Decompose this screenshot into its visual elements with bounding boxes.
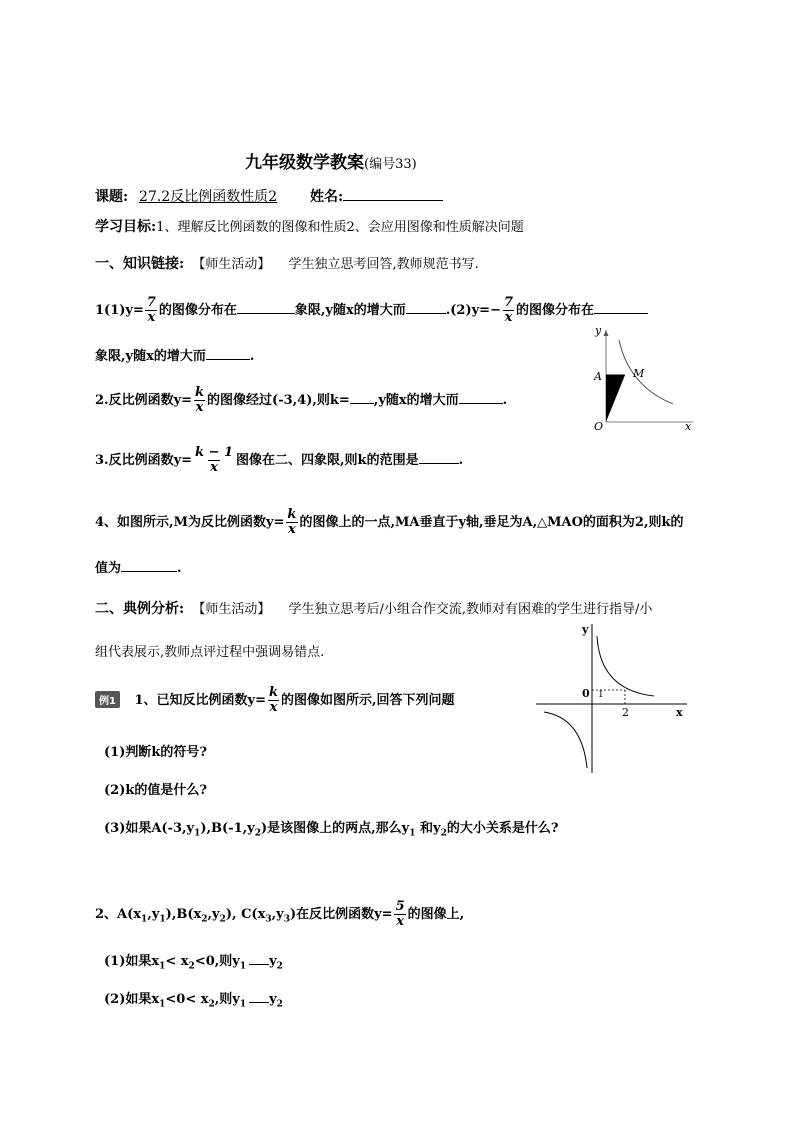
q1-text3: .(2)y=− (445, 303, 501, 318)
q1-text6: . (249, 349, 255, 364)
topic-line (95, 186, 443, 206)
ex1-prefix: 1、已知反比例函数y= (134, 693, 266, 708)
ex2-s2-sub2: 2 (208, 999, 215, 1010)
section2-label: 二、典例分析: (95, 601, 185, 617)
q1-num2: 7 (503, 295, 514, 310)
ex1-s3-d: 和y (415, 821, 441, 836)
fig1-x-label: x (685, 420, 692, 433)
ex2-sub2a: 2 (201, 914, 208, 925)
ex2-s2-sub2b: 2 (276, 999, 283, 1010)
ex1-fraction (267, 686, 280, 715)
q2-den: x (195, 400, 204, 415)
q1-text4: 的图像分布在 (516, 303, 595, 318)
example-1-header (95, 686, 455, 715)
fig1-o-label: O (594, 420, 604, 433)
fig2-x-label: x (676, 706, 683, 719)
q2-num: k (195, 385, 205, 400)
fig1-y-label: y (595, 324, 602, 337)
ex2-sub2b: 2 (219, 914, 226, 925)
q2-text3: . (502, 393, 508, 408)
question-2 (95, 386, 507, 415)
ex2-sub1b: 1 (159, 914, 166, 925)
section1-header (95, 253, 479, 273)
ex1-s3-b: ),B(-1,y (200, 821, 255, 836)
ex1-subquestion-3 (104, 817, 558, 839)
ex2-s1-sub1b: 1 (239, 961, 247, 972)
ex2-s1-a: (1)如果x (104, 954, 160, 969)
q1-den2: x (504, 310, 513, 325)
topic-label: 课题: (95, 189, 129, 205)
fig2-zero-label: 0 (582, 687, 590, 700)
ex2-h: 的图像上, (407, 907, 465, 922)
question-1-line1 (95, 296, 648, 325)
ex1-subquestion-2: (2)k的值是什么? (104, 783, 207, 798)
title-number: (编号33) (364, 157, 417, 172)
q4-text1: 的图像上的一点,MA垂直于y轴,垂足为A,△MAO的面积为2,则k的 (299, 515, 684, 530)
ex2-subquestion-1: (1)如果$x_1< x_2<0$,则$y_1$ $y_2$ (104, 954, 283, 972)
ex2-a: 2、A(x (95, 907, 142, 922)
q1-prefix: 1(1)y= (95, 303, 144, 318)
ex2-s1-blank[interactable] (249, 952, 269, 965)
section1-activity: 【师生活动】 (192, 257, 271, 272)
name-label: 姓名: (310, 189, 344, 205)
q1-blank1[interactable] (237, 301, 295, 314)
ex1-s3-a: (3)如果A(-3,y (104, 821, 195, 836)
q1-blank4[interactable] (206, 347, 250, 360)
q2-text2: ,y随x的增大而 (373, 393, 459, 408)
goal-label: 学习目标: (95, 219, 157, 235)
ex2-subquestion-2: (2)如果$x_1<0< x_2$,则$y_1$ $y_2$ (104, 992, 283, 1010)
ex2-e: ), C(x (225, 907, 266, 922)
ex2-sub3a: 3 (265, 914, 272, 925)
name-blank[interactable] (343, 188, 443, 201)
q2-text1: 的图像经过(-3,4),则k= (207, 393, 350, 408)
q1-blank2[interactable] (406, 301, 446, 314)
ex1-sub-2a: 2 (254, 828, 261, 839)
section2-desc-line2 (95, 641, 324, 660)
topic-value: 27.2反比例函数性质2 (139, 189, 278, 205)
ex2-s2-sub1: 1 (159, 999, 166, 1010)
q4-prefix: 4、如图所示,M为反比例函数y= (95, 515, 285, 530)
q3-blank[interactable] (419, 451, 459, 464)
ex2-s2-b: <0< x (165, 992, 209, 1007)
fig2-y-label: y (582, 623, 589, 636)
ex2-num: 5 (395, 899, 405, 914)
q1-blank3[interactable] (594, 301, 648, 314)
q3-text1: 图像在二、四象限,则k的范围是 (236, 453, 419, 468)
q4-text2: 值为 (95, 561, 122, 576)
question-4-line1 (95, 508, 684, 537)
question-1-line2 (95, 345, 254, 364)
section2-desc2: 组代表展示,教师点评过程中强调易错点. (95, 645, 325, 660)
q2-prefix: 2.反比例函数y= (95, 393, 193, 408)
q4-fraction (285, 508, 298, 537)
ex2-sub3b: 3 (283, 914, 290, 925)
ex2-d: ,y (207, 907, 220, 922)
q3-fraction (193, 446, 235, 475)
section1-label: 一、知识链接: (95, 256, 185, 272)
ex2-s2-blank[interactable] (249, 990, 269, 1003)
ex1-text1: 的图像如图所示,回答下列问题 (281, 693, 455, 708)
ex2-f: ,y (271, 907, 284, 922)
ex2-s2-a: (2)如果x (104, 992, 160, 1007)
q1-den: x (147, 310, 156, 325)
q4-text3: . (177, 561, 182, 576)
q3-num: k − 1 (195, 445, 234, 460)
q2-blank2[interactable] (459, 391, 503, 404)
q2-fraction (193, 386, 206, 415)
ex2-b: ,y (147, 907, 160, 922)
ex1-s3-e: 的大小关系是什么? (446, 821, 559, 836)
q4-num: k (287, 507, 297, 522)
example-2-header (95, 900, 464, 929)
section2-desc1: 学生独立思考后/小组合作交流,教师对有困难的学生进行指导/小 (288, 602, 653, 617)
ex1-sub-2b: 2 (440, 828, 447, 839)
goal-text: 1、理解反比例函数的图像和性质2、会应用图像和性质解决问题 (156, 220, 524, 235)
ex1-sub-1b: 1 (409, 828, 416, 839)
ex2-s2-sub1b: 1 (239, 999, 247, 1010)
ex2-s1-sub1: 1 (159, 961, 166, 972)
q4-blank[interactable] (121, 559, 177, 572)
q3-den: x (210, 460, 218, 475)
ex2-s2-c: ,则y (214, 992, 240, 1007)
fig2-two-label: 2 (622, 706, 629, 719)
q1-text2: 象限,y随x的增大而 (294, 303, 406, 318)
ex2-s1-sub2: 2 (188, 961, 195, 972)
ex1-sub-1a: 1 (194, 828, 201, 839)
fig1-a-label: A (594, 370, 602, 383)
ex2-s1-b: < x (165, 954, 189, 969)
ex2-sub1a: 1 (141, 914, 148, 925)
page-title (245, 148, 417, 173)
ex1-s3-c: )是该图像上的两点,那么y (260, 821, 410, 836)
q3-prefix: 3.反比例函数y= (95, 453, 193, 468)
section2-activity: 【师生活动】 (192, 602, 271, 617)
section1-desc: 学生独立思考回答,教师规范书写. (288, 257, 479, 272)
q3-text2: . (458, 453, 464, 468)
question-3 (95, 446, 463, 475)
ex2-fraction (394, 900, 407, 929)
title-text: 九年级数学教案 (245, 153, 364, 173)
question-4-line2 (95, 557, 182, 576)
ex1-subquestion-1: (1)判断k的符号? (104, 745, 207, 760)
ex2-g: )在反比例函数y= (289, 907, 393, 922)
fig1-m-label: M (633, 367, 645, 380)
q1-num: 7 (146, 295, 156, 310)
figure-1-hyperbola-triangle (585, 318, 700, 434)
q1-text1: 的图像分布在 (158, 303, 237, 318)
q2-blank1[interactable] (350, 391, 374, 404)
ex2-s1-c: <0,则y (194, 954, 240, 969)
q4-den: x (288, 522, 296, 537)
q1-text5: 象限,y随x的增大而 (95, 349, 206, 364)
example-1-badge: 例1 (95, 691, 120, 708)
q1-fraction2 (502, 296, 515, 325)
ex2-den: x (396, 914, 404, 929)
learning-goal (95, 216, 524, 236)
figure-2-hyperbola (532, 618, 692, 776)
q1-fraction (145, 296, 158, 325)
ex2-c: ),B(x (165, 907, 202, 922)
fig2-one-label: 1 (598, 690, 604, 700)
ex1-den: x (269, 700, 278, 715)
ex1-num: k (269, 685, 279, 700)
section2-header (95, 598, 652, 618)
ex2-s1-sub2b: 2 (276, 961, 283, 972)
